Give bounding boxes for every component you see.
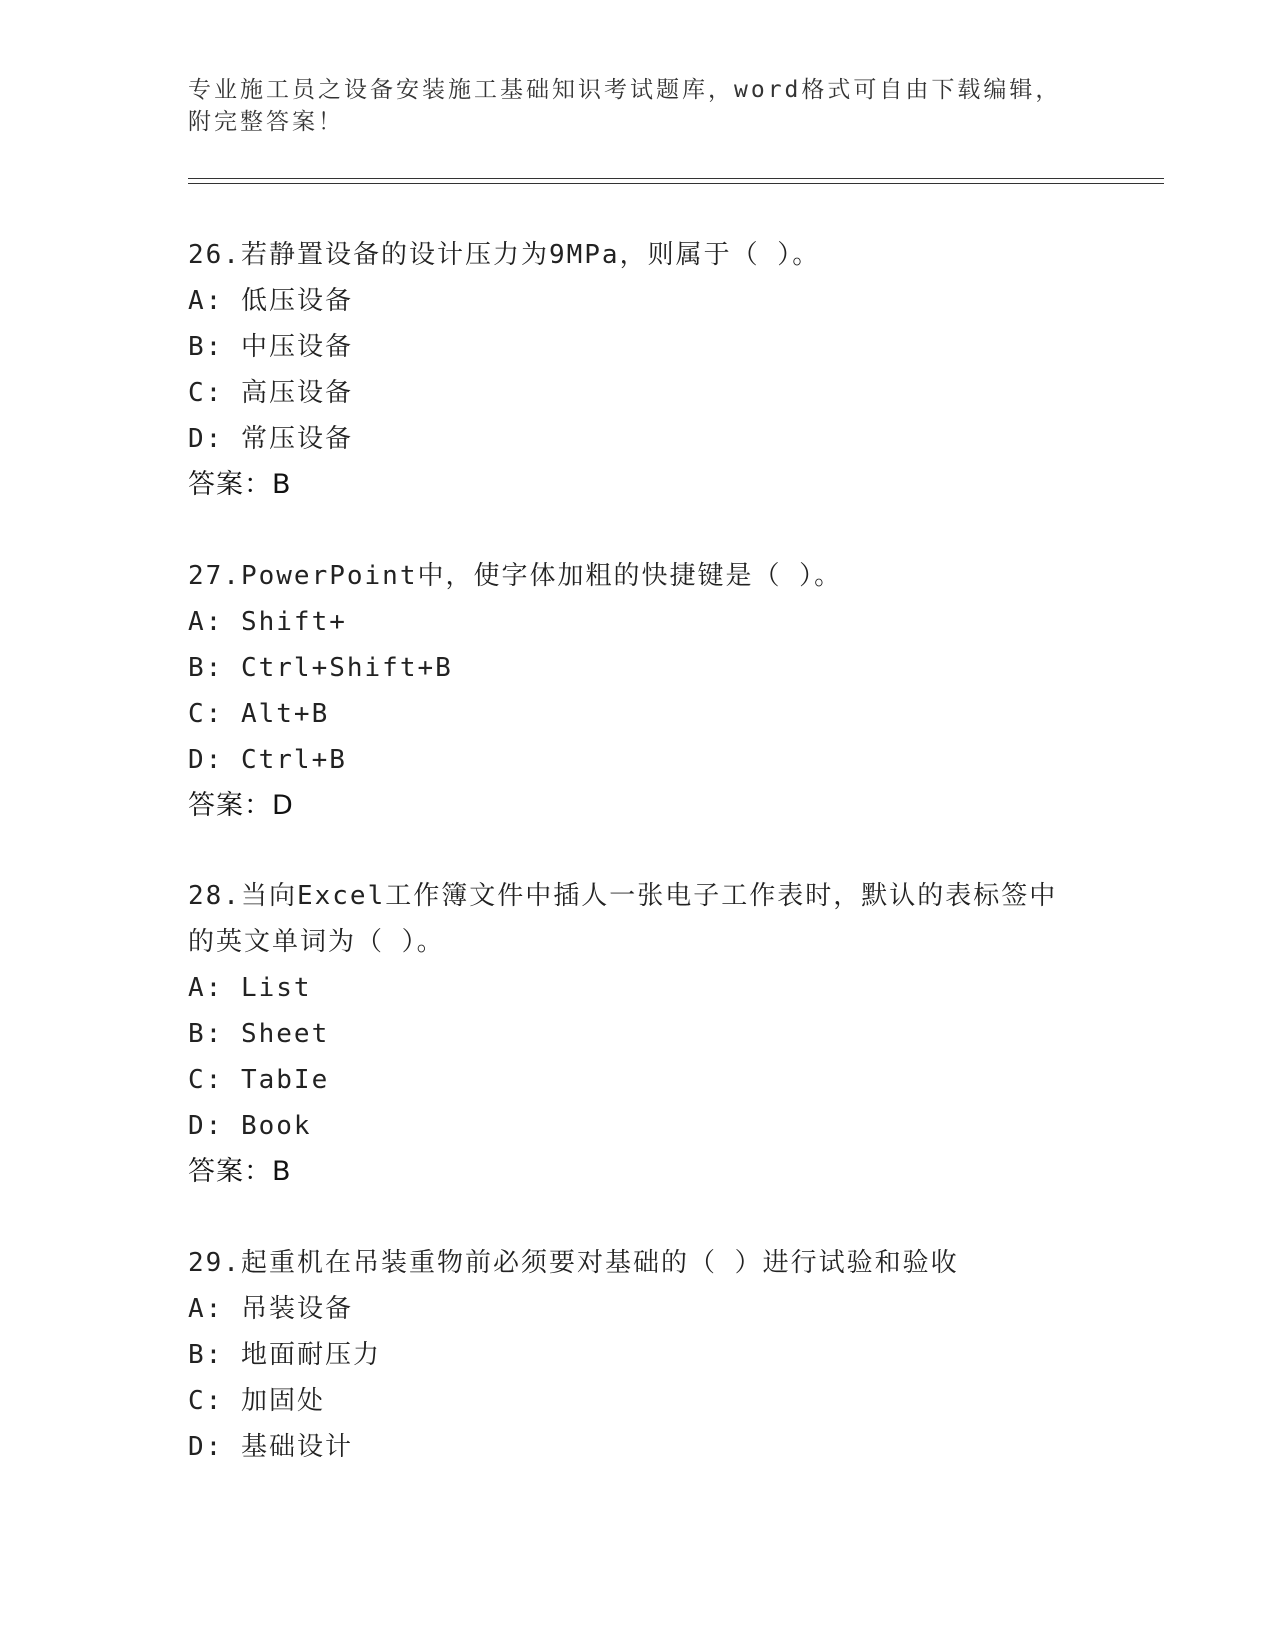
option-c: C: 加固处 <box>188 1386 325 1416</box>
question-stem: 27.PowerPoint中，使字体加粗的快捷键是（ ）。 <box>188 561 843 591</box>
answer-line: 答案：B <box>188 1156 292 1187</box>
answer-line: 答案：D <box>188 790 294 821</box>
option-b: B: Ctrl+Shift+B <box>188 653 453 683</box>
question-stem: 29.起重机在吊装重物前必须要对基础的（ ）进行试验和验收 <box>188 1248 959 1278</box>
question-stem: 28.当向Excel工作簿文件中插人一张电子工作表时，默认的表标签中的英文单词为（ ）。 <box>188 881 1058 957</box>
question-stem: 26.若静置设备的设计压力为9MPa，则属于（ ）。 <box>188 240 821 270</box>
question-29 <box>188 1240 1088 1470</box>
header-divider-bottom <box>188 183 1164 184</box>
option-c: C: TabIe <box>188 1065 330 1095</box>
option-c: C: Alt+B <box>188 699 330 729</box>
option-a: A: 吊装设备 <box>188 1294 353 1324</box>
option-b: B: 地面耐压力 <box>188 1340 381 1370</box>
header-divider-top <box>188 178 1164 179</box>
option-a: A: Shift+ <box>188 607 347 637</box>
option-a: A: 低压设备 <box>188 286 353 316</box>
question-27 <box>188 553 1088 829</box>
question-28 <box>188 873 1088 1195</box>
option-d: D: Ctrl+B <box>188 745 347 775</box>
answer-line: 答案：B <box>188 469 292 500</box>
option-d: D: 基础设计 <box>188 1432 353 1462</box>
option-a: A: List <box>188 973 312 1003</box>
document-header: 专业施工员之设备安装施工基础知识考试题库，word格式可自由下载编辑，附完整答案！ <box>188 77 1062 135</box>
option-d: D: Book <box>188 1111 312 1141</box>
option-b: B: 中压设备 <box>188 332 353 362</box>
question-26 <box>188 232 1088 508</box>
option-c: C: 高压设备 <box>188 378 353 408</box>
option-b: B: Sheet <box>188 1019 330 1049</box>
option-d: D: 常压设备 <box>188 424 353 454</box>
